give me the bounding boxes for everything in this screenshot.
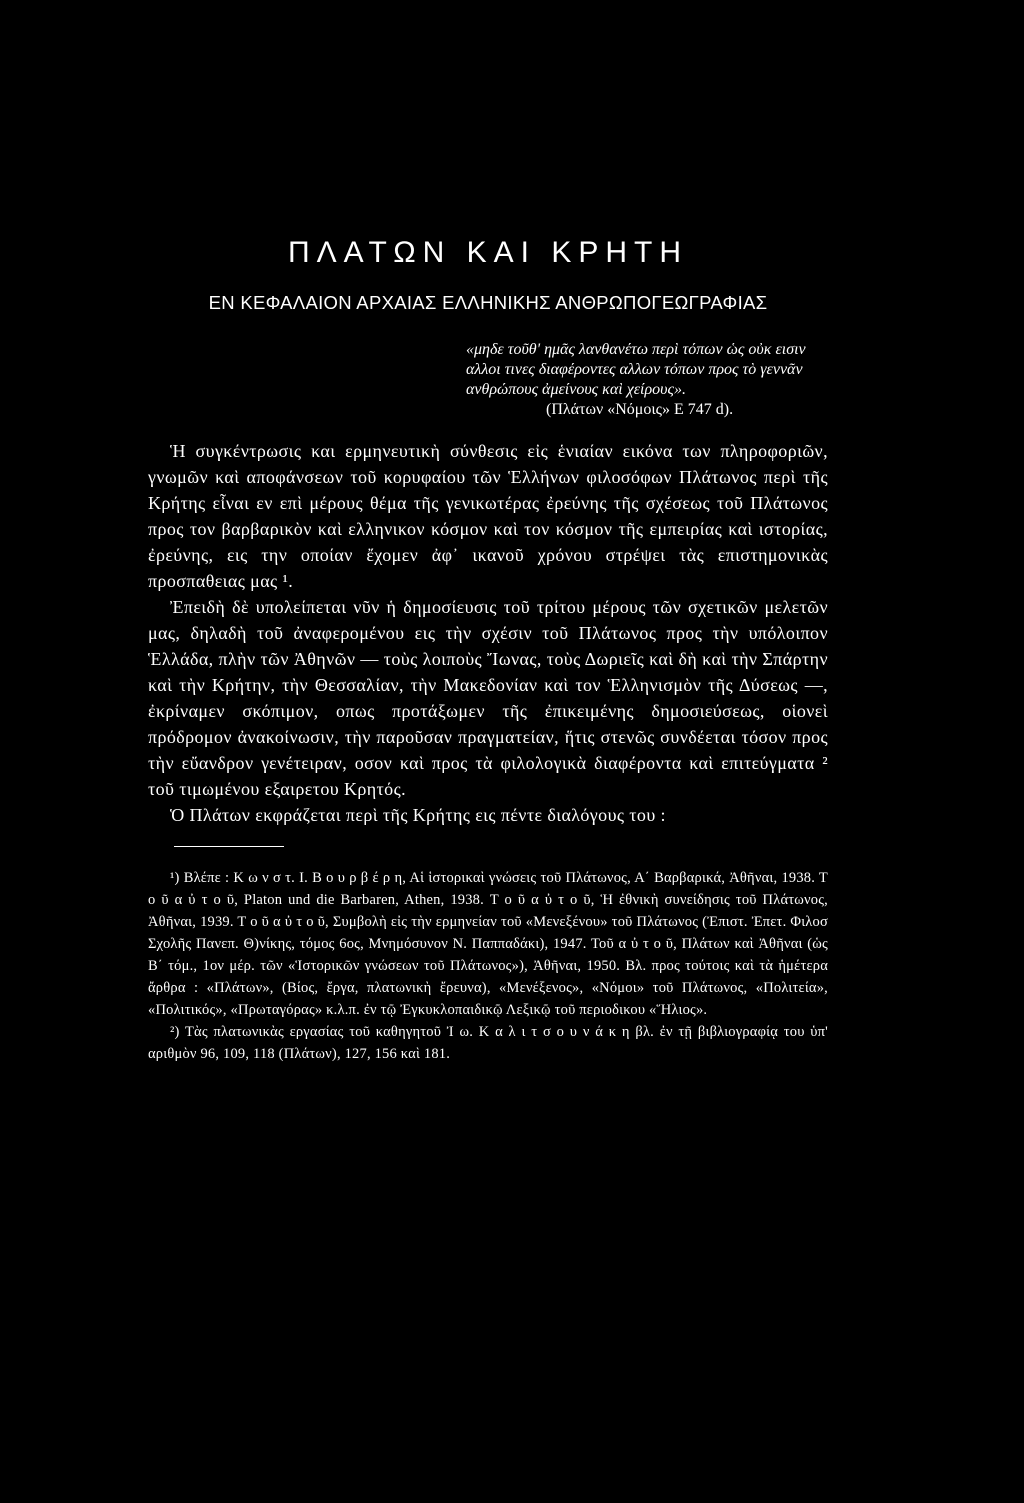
footnotes xyxy=(148,867,828,1065)
page-title: ΠΛΑΤΩΝ ΚΑΙ ΚΡΗΤΗ xyxy=(287,236,689,269)
page-subtitle: ΕΝ ΚΕΦΑΛΑΙΟΝ ΑΡΧΑΙΑΣ ΕΛΛΗΝΙΚΗΣ ΑΝΘΡΩΠΟΓΕΩΓΡΑΦΙΑΣ xyxy=(208,292,768,313)
footnote: ¹) Βλέπε : Κ ω ν σ τ. Ι. Β ο υ ρ β έ ρ η, Αἱ ἱστορικαὶ γνώσεις τοῦ Πλάτωνος, Α΄ Βαρβαρικά, Ἀθῆναι, 1938. Τ ο ῦ α ὐ τ ο ῦ, Platon und die Barbaren, Athen, 1938. Τ ο ῦ α ὐ τ ο ῦ, Ἡ ἐθνικὴ συνείδησις τοῦ Πλάτωνος, Ἀθῆναι, 1939. Τ ο ῦ α ὐ τ ο ῦ, Συμβολὴ εἰς τὴν ερμηνείαν τοῦ «Μενεξένου» τοῦ Πλάτωνος (Ἐπιστ. Ἐπετ. Φιλοσ Σχολῆς Πανεπ. Θ)νίκης, τόμος 6ος, Μνημόσυνον Ν. Παππαδάκι), 1947. Τοῦ α ὐ τ ο ῦ, Πλάτων καὶ Ἀθῆναι (ὡς Β΄ τόμ., 1ον μέρ. τῶν «Ἱστορικῶν γνώσεων τοῦ Πλάτωνος»), Ἀθῆναι, 1950. Βλ. προς τούτοις καὶ τὰ ἡμέτερα ἄρθρα : «Πλάτων», (Βίος, ἔργα, πλατωνικὴ ἔρευνα), «Μενέξενος», «Νόμοι» τοῦ Πλάτωνος, «Πολιτεία», «Πολιτικός», «Πρωταγόρας» κ.λ.π. ἐν τῷ Ἐγκυκλοπαιδικῷ Λεξικῷ τοῦ περιοδικου «Ἥλιος». xyxy=(148,870,828,1018)
body-paragraph: Ἡ συγκέντρωσις και ερμηνευτικὴ σύνθεσις εἰς ἑνιαίαν εικόνα των πληροφοριῶν, γνωμῶν καὶ αποφάνσεων τοῦ κορυφαίου τῶν Ἑλλήνων φιλοσόφων Πλάτωνος περὶ τῆς Κρήτης εἶναι εν επὶ μέρους θέμα τῆς γενικωτέρας ἐρεύνης τῆς σχέσεως τοῦ Πλάτωνος προς τον βαρβαρικὸν καὶ ελληνικον κόσμον καὶ τον κόσμον τῆς εμπειρίας καὶ ιστορίας, ἐρεύνης, εις την οποίαν ἔχομεν ἀφ᾽ ικανοῦ χρόνου στρέψει τὰς επιστημονικὰς προσπαθειας μας ¹. xyxy=(148,441,828,591)
document-page xyxy=(148,236,828,1065)
footnote: ²) Τὰς πλατωνικὰς εργασίας τοῦ καθηγητοῦ Ἰ ω. Κ α λ ι τ σ ο υ ν ά κ η βλ. ἐν τῇ βιβλιογραφίᾳ του ὑπ' αριθμὸν 96, 109, 118 (Πλάτων), 127, 156 καὶ 181. xyxy=(148,1024,828,1062)
body-paragraph: Ἐπειδὴ δὲ υπολείπεται νῦν ἡ δημοσίευσις τοῦ τρίτου μέρους τῶν σχετικῶν μελετῶν μας, δηλαδὴ τοῦ ἀναφερομένου εις τὴν σχέσιν τοῦ Πλάτωνος προς τὴν υπόλοιπον Ἑλλάδα, πλὴν τῶν Ἀθηνῶν — τοὺς λοιποὺς Ἴωνας, τοὺς Δωριεῖς καὶ δὴ καὶ τὴν Σπάρτην καὶ τὴν Κρήτην, τὴν Θεσσαλίαν, τὴν Μακεδονίαν καὶ τον Ἑλληνισμὸν τῆς Δύσεως —, ἐκρίναμεν σκόπιμον, οπως προτάξωμεν τῆς ἐπικειμένης δημοσιεύσεως, οἱονεὶ πρόδρομον ἀνακοίνωσιν, τὴν παροῦσαν πραγματείαν, ἥτις στενῶς συνδέεται τόσον προς τὴν εὔανδρον γενέτειραν, οσον καὶ προς τὰ φιλολογικὰ διαφέροντα καὶ επιτεύγματα ² τοῦ τιμωμένου εξαιρετου Κρητός. xyxy=(148,597,828,799)
epigraph-attribution: (Πλάτων «Νόμοις» Ε 747 d). xyxy=(546,401,734,418)
epigraph-text: «μηδε τοῦθ' ημᾶς λανθανέτω περὶ τόπων ὡς οὐκ εισιν αλλοι τινες διαφέροντες αλλων τόπων προς τὸ γεννᾶν ανθρώπους ἀμείνους καὶ χείρους». xyxy=(466,341,806,398)
epigraph xyxy=(466,340,811,420)
body-text xyxy=(148,438,828,828)
footnote-separator xyxy=(174,846,284,847)
body-paragraph: Ὁ Πλάτων εκφράζεται περὶ τῆς Κρήτης εις πέντε διαλόγους του : xyxy=(170,805,666,825)
